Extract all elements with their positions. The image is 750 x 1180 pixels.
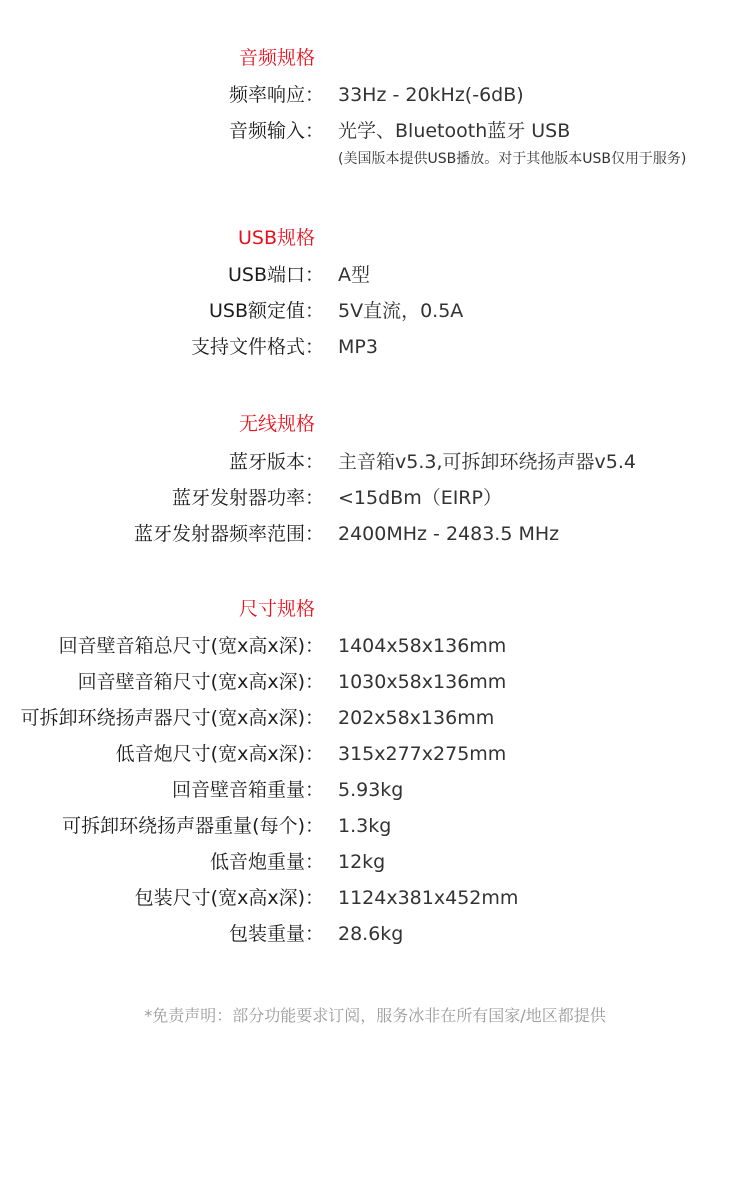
spec-row-file-format [0, 333, 750, 361]
spec-label: USB端口： [227, 264, 324, 286]
spec-label: 低音炮尺寸(宽x高x深)： [115, 743, 324, 765]
spec-value: 光学、Bluetooth蓝牙 USB [338, 120, 571, 142]
spec-label: 低音炮重量： [209, 851, 324, 873]
spec-row-audio-input [0, 117, 750, 145]
spec-row-bluetooth-power [0, 484, 750, 512]
spec-row-usb-port [0, 261, 750, 289]
spec-row-package-size [0, 884, 750, 912]
spec-label: 蓝牙发射器频率范围： [133, 523, 324, 545]
spec-value: 2400MHz - 2483.5 MHz [338, 523, 560, 545]
spec-label: 回音壁音箱重量： [171, 779, 324, 801]
spec-row-subwoofer-weight [0, 848, 750, 876]
audio-section-title: 音频规格 [238, 47, 315, 69]
spec-row-subwoofer-size [0, 740, 750, 768]
spec-label: 包装尺寸(宽x高x深)： [134, 887, 324, 909]
spec-value: 1.3kg [338, 815, 392, 837]
spec-row-bluetooth-frequency [0, 520, 750, 548]
spec-value: 主音箱v5.3,可拆卸环绕扬声器v5.4 [338, 451, 636, 473]
spec-label: 蓝牙版本： [228, 451, 324, 473]
spec-label: 可拆卸环绕扬声器尺寸(宽x高x深)： [20, 707, 324, 729]
spec-row-soundbar-weight [0, 776, 750, 804]
spec-row-bluetooth-version [0, 448, 750, 476]
spec-value: 12kg [338, 851, 386, 873]
spec-row-frequency-response [0, 81, 750, 109]
spec-row-surround-size [0, 704, 750, 732]
spec-label: 支持文件格式： [190, 336, 324, 358]
spec-value: 5V直流，0.5A [338, 300, 464, 322]
spec-value: 1124x381x452mm [338, 887, 519, 909]
spec-value: 5.93kg [338, 779, 404, 801]
spec-label: 可拆卸环绕扬声器重量(每个)： [62, 815, 324, 837]
spec-value: MP3 [338, 336, 378, 358]
spec-value: A型 [338, 264, 370, 286]
spec-label: 蓝牙发射器功率： [171, 487, 324, 509]
spec-label: 包装重量： [228, 923, 324, 945]
spec-value: 1404x58x136mm [338, 635, 507, 657]
spec-label: 音频输入： [228, 120, 324, 142]
spec-value: <15dBm（EIRP） [338, 487, 502, 509]
spec-value: 1030x58x136mm [338, 671, 507, 693]
spec-value: 33Hz - 20kHz(-6dB) [338, 84, 524, 106]
spec-label: 回音壁音箱尺寸(宽x高x深)： [77, 671, 324, 693]
spec-row-soundbar-size [0, 668, 750, 696]
usb-section-title: USB规格 [237, 227, 315, 249]
wireless-section-title: 无线规格 [238, 413, 315, 435]
spec-row-usb-rating [0, 297, 750, 325]
spec-row-package-weight [0, 920, 750, 948]
usb-playback-note: (美国版本提供USB播放。对于其他版本USB仅用于服务) [338, 151, 687, 167]
spec-label: 频率响应： [228, 84, 324, 106]
dimensions-section-title: 尺寸规格 [238, 598, 315, 620]
spec-row-soundbar-total-size [0, 632, 750, 660]
spec-label: 回音壁音箱总尺寸(宽x高x深)： [58, 635, 324, 657]
spec-value: 315x277x275mm [338, 743, 507, 765]
spec-row-surround-weight [0, 812, 750, 840]
disclaimer-text: *免责声明：部分功能要求订阅，服务冰非在所有国家/地区都提供 [144, 1006, 606, 1025]
spec-label: USB额定值： [208, 300, 324, 322]
spec-value: 202x58x136mm [338, 707, 495, 729]
spec-value: 28.6kg [338, 923, 404, 945]
